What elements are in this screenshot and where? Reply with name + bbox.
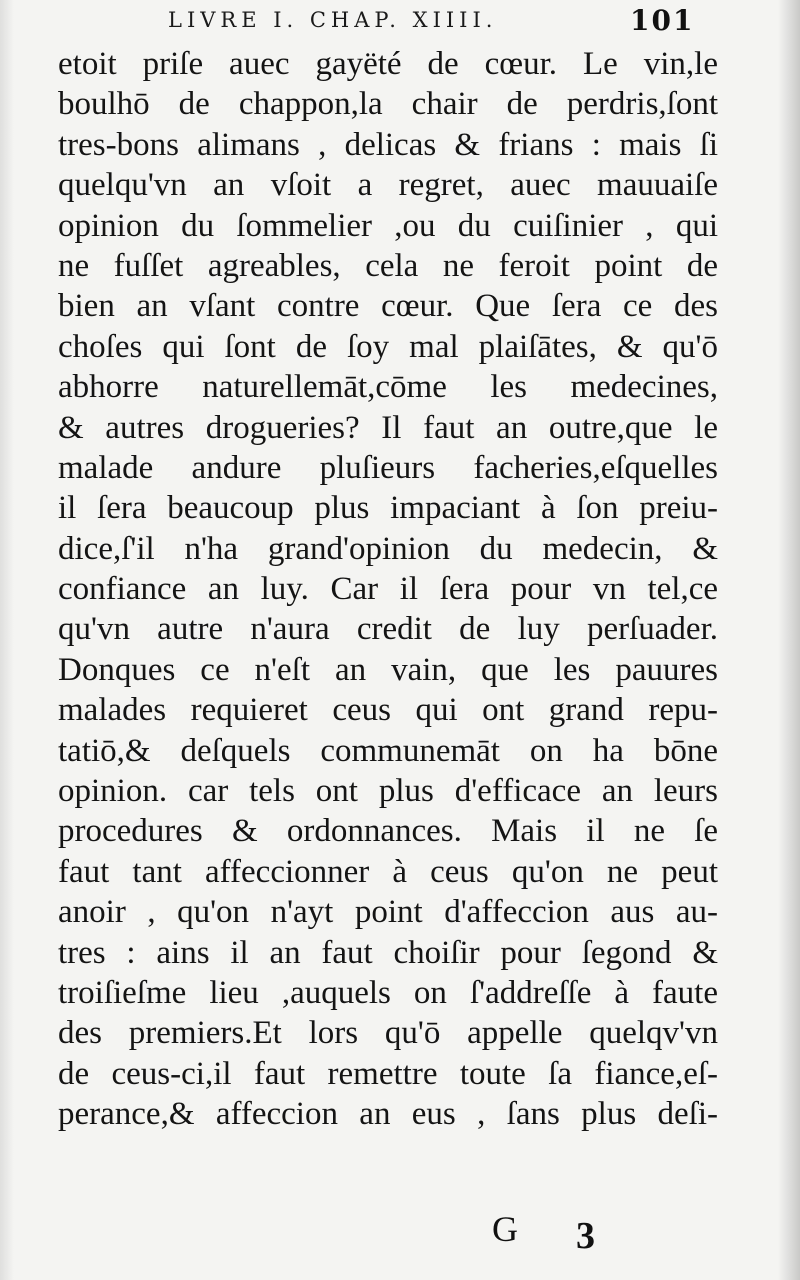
text-line: malades requieret ceus qui ont grand repu- [58, 692, 718, 729]
gutter-shadow [0, 0, 14, 1280]
text-line: il ſera beaucoup plus impaciant à ſon preiu- [58, 490, 718, 527]
signature-number: 3 [576, 1215, 595, 1257]
text-line: etoit priſe auec gayëté de cœur. Le vin,le [58, 46, 718, 82]
text-line: de ceus-ci,il faut remettre toute ſa fiance,eſ- [58, 1055, 718, 1092]
text-line: choſes qui ſont de ſoy mal plaiſātes, & qu'ō [58, 328, 718, 365]
text-line: quelqu'vn an vſoit a regret, auec mauuaiſe [58, 167, 718, 204]
text-line: opinion. car tels ont plus d'efficace an leurs [58, 773, 718, 810]
text-line: boulhō de chappon,la chair de perdris,ſont [58, 86, 718, 123]
page-edge-shadow [778, 0, 800, 1280]
page-number: 101 [630, 4, 695, 37]
signature-mark: G [492, 1209, 518, 1249]
text-line: procedures & ordonnances. Mais il ne ſe [58, 813, 718, 850]
text-line: dice,ſ'il n'ha grand'opinion du medecin, & [58, 530, 718, 567]
text-line: troiſieſme lieu ,auquels on ſ'addreſſe à faute [58, 974, 718, 1011]
text-line: tres : ains il an faut choiſir pour ſegond & [58, 934, 718, 971]
text-line: faut tant affeccionner à ceus qu'on ne peut [58, 853, 718, 890]
text-line: ne fuſſet agreables, cela ne feroit point de [58, 247, 718, 284]
body-text [58, 44, 718, 1135]
text-line: malade andure pluſieurs facheries,eſquelles [58, 449, 718, 486]
text-line: qu'vn autre n'aura credit de luy perſuader. [58, 611, 718, 648]
text-line: abhorre naturellemāt,cōme les medecines, [58, 369, 718, 406]
text-line: Donques ce n'eſt an vain, que les pauures [58, 651, 718, 688]
text-line: confiance an luy. Car il ſera pour vn tel,ce [58, 571, 718, 608]
text-line: perance,& affeccion an eus , ſans plus deſi- [58, 1096, 718, 1133]
text-line: tatiō,& deſquels communemāt on ha bōne [58, 732, 718, 769]
text-line: anoir , qu'on n'ayt point d'affeccion aus au- [58, 894, 718, 931]
text-line: opinion du ſommelier ,ou du cuiſinier , qui [58, 207, 718, 244]
text-line: des premiers.Et lors qu'ō appelle quelqv'vn [58, 1015, 718, 1052]
text-line: tres-bons alimans , delicas & frians : mais ſi [58, 126, 718, 163]
text-line: bien an vſant contre cœur. Que ſera ce des [58, 288, 718, 325]
text-line: & autres drogueries? Il faut an outre,que le [58, 409, 718, 446]
running-head: LIVRE I. CHAP. XIIII. [168, 8, 498, 32]
